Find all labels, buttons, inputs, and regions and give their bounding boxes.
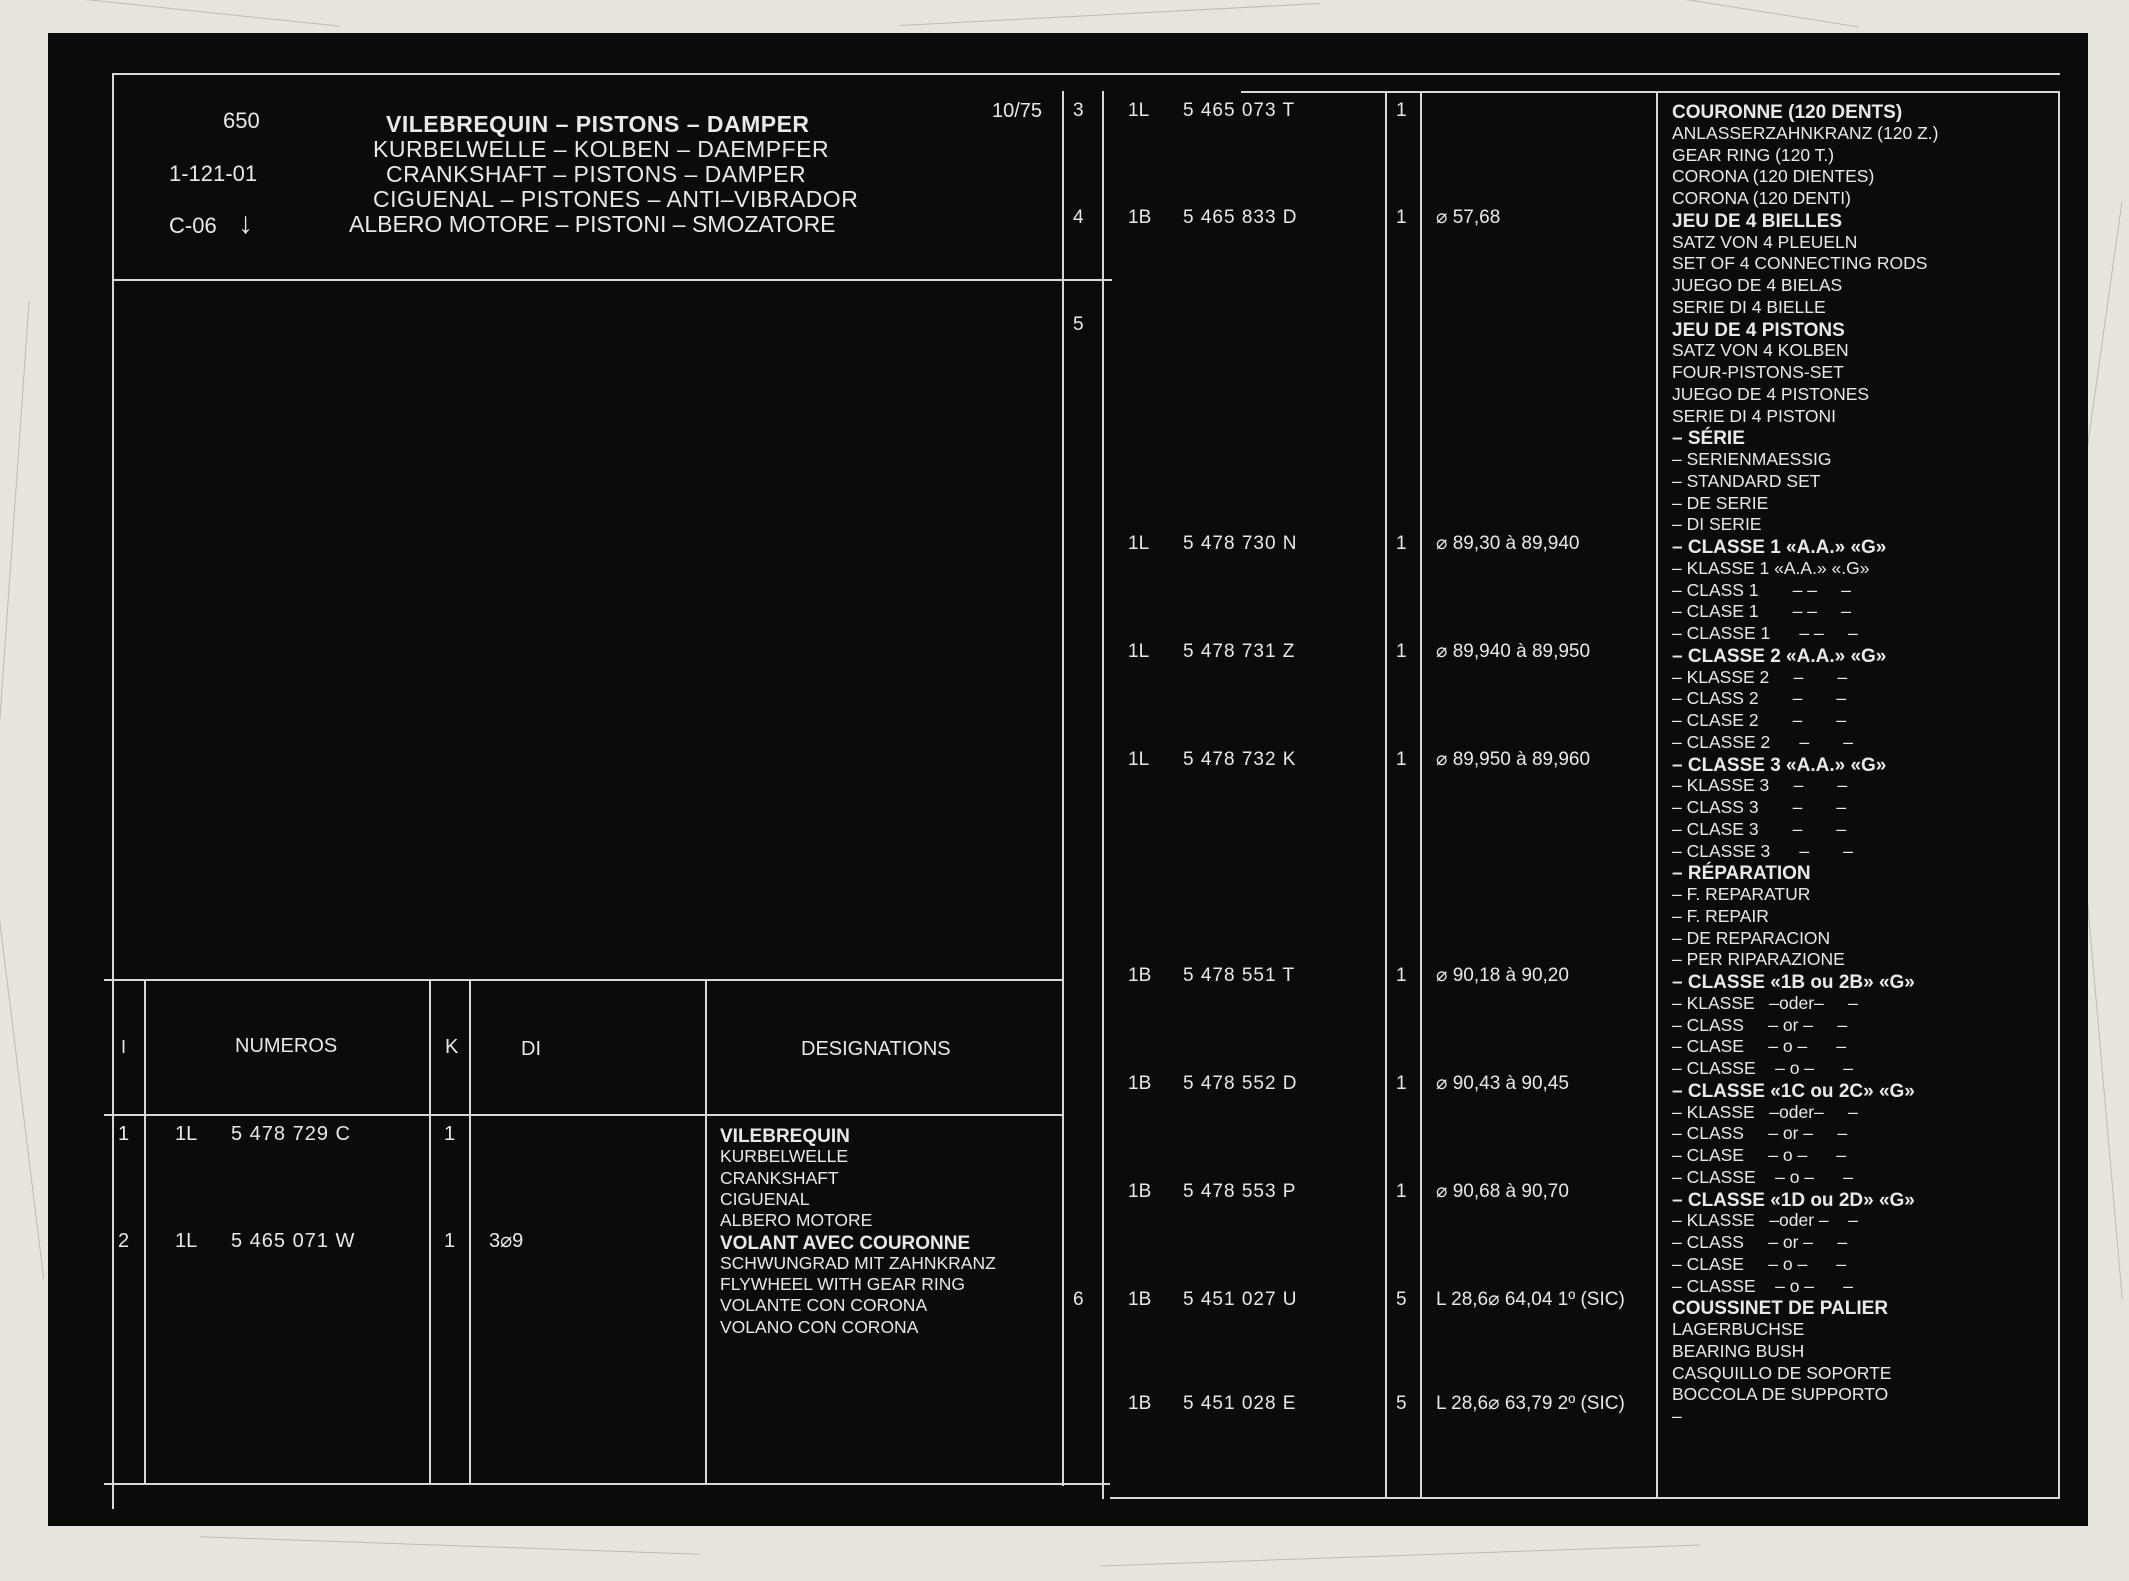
- designation-line: SATZ VON 4 KOLBEN: [1672, 340, 1849, 361]
- row-part-number: 5 478 553 P: [1183, 1181, 1297, 1202]
- row-part-number: 5 478 729 C: [231, 1123, 351, 1145]
- row-index: 2: [118, 1230, 130, 1252]
- designation-line: – CLASE – o – –: [1672, 1145, 1847, 1165]
- designation-line: – F. REPAIR: [1672, 905, 1769, 926]
- row-prefix: 1L: [1128, 533, 1150, 554]
- designation-line: SATZ VON 4 PLEUELN: [1672, 231, 1858, 252]
- row-part-number: 5 465 073 T: [1183, 100, 1296, 121]
- designation-line: – KLASSE –oder – –: [1672, 1210, 1858, 1231]
- designation-line: VOLANTE CON CORONA: [720, 1295, 928, 1316]
- center-divider-2: [1102, 91, 1104, 1499]
- row-prefix: 1B: [1128, 1181, 1152, 1202]
- designation-line: – CLASS – or – –: [1672, 1014, 1848, 1035]
- designation-line: – CLASS 1 – – –: [1672, 579, 1851, 600]
- designation-line: JUEGO DE 4 BIELAS: [1672, 275, 1843, 295]
- designation-line: – STANDARD SET: [1672, 470, 1821, 491]
- frame-right: [2058, 91, 2060, 1499]
- designation-line: – CLASSE «1C ou 2C» «G»: [1672, 1080, 1915, 1102]
- col-header-k: K: [445, 1036, 459, 1058]
- designation-line: – KLASSE 1 «A.A.» «.G»: [1672, 557, 1870, 578]
- row-prefix: 1B: [1128, 1073, 1152, 1094]
- frame-left: [112, 73, 114, 1509]
- col-header-index: I: [121, 1037, 127, 1057]
- designation-line: – DI SERIE: [1672, 514, 1762, 535]
- designation-line: BOCCOLA DE SUPPORTO: [1672, 1384, 1889, 1405]
- header-sheet: C-06: [169, 213, 217, 238]
- designation-line: ALBERO MOTORE: [720, 1210, 873, 1231]
- designation-line: – CLASE 2 – –: [1672, 710, 1847, 730]
- designation-line: JEU DE 4 PISTONS: [1672, 319, 1845, 341]
- row-part-number: 5 451 028 E: [1183, 1393, 1297, 1414]
- row-index: 5: [1073, 314, 1084, 335]
- row-prefix: 1B: [1128, 965, 1152, 986]
- down-arrow-icon: ↓: [238, 207, 253, 240]
- designation-line: – KLASSE –oder– –: [1672, 1101, 1858, 1122]
- row-prefix: 1B: [1128, 1393, 1152, 1414]
- designation-line: – PER RIPARAZIONE: [1672, 949, 1845, 970]
- title-es: CIGUENAL – PISTONES – ANTI–VIBRADOR: [373, 186, 859, 212]
- row-part-number: 5 465 071 W: [231, 1230, 356, 1252]
- row-di: ⌀ 89,30 à 89,940: [1436, 533, 1580, 554]
- right-col-k-right: [1420, 91, 1422, 1499]
- left-col-k-right: [469, 979, 471, 1485]
- row-part-number: 5 465 833 D: [1183, 207, 1298, 228]
- designation-line: – CLASE 3 – –: [1672, 818, 1847, 839]
- row-k: 5: [1396, 1393, 1407, 1414]
- designation-line: COURONNE (120 DENTS): [1672, 102, 1903, 123]
- designation-line: – CLASS 3 – –: [1672, 797, 1847, 817]
- designation-line: CRANKSHAFT: [720, 1167, 839, 1188]
- row-part-number: 5 478 552 D: [1183, 1073, 1298, 1094]
- row-prefix: 1L: [175, 1230, 198, 1252]
- designation-line: – KLASSE 2 – –: [1672, 666, 1848, 687]
- row-prefix: 1B: [1128, 1289, 1152, 1310]
- designation-line: CIGUENAL: [720, 1188, 810, 1209]
- designation-line: JEU DE 4 BIELLES: [1672, 210, 1842, 232]
- col-header-di: DI: [521, 1038, 541, 1060]
- row-k: 1: [444, 1123, 456, 1145]
- designation-line: VILEBREQUIN: [720, 1126, 850, 1147]
- table-header-top: [104, 979, 1064, 981]
- designation-line: SET OF 4 CONNECTING RODS: [1672, 253, 1928, 274]
- designation-line: – CLASSE 2 «A.A.» «G»: [1672, 645, 1887, 667]
- designation-line: – DE REPARACION: [1672, 927, 1831, 948]
- row-k: 1: [1396, 641, 1407, 662]
- row-di: 3⌀9: [489, 1230, 524, 1252]
- row-k: 1: [1396, 533, 1407, 554]
- designation-line: SERIE DI 4 PISTONI: [1672, 405, 1837, 426]
- designation-line: FOUR-PISTONS-SET: [1672, 362, 1844, 382]
- designation-line: LAGERBUCHSE: [1672, 1319, 1805, 1339]
- row-k: 1: [1396, 1073, 1407, 1094]
- row-prefix: 1L: [1128, 749, 1150, 770]
- right-col-k-left: [1385, 91, 1387, 1499]
- designation-line: – CLASSE «1B ou 2B» «G»: [1672, 972, 1915, 993]
- frame-bottom-right: [1110, 1497, 2060, 1499]
- designation-line: – CLASSE 3 «A.A.» «G»: [1672, 754, 1887, 776]
- designation-line: CORONA (120 DENTI): [1672, 188, 1851, 208]
- frame-top-right: [1241, 91, 2060, 93]
- row-di: ⌀ 57,68: [1436, 207, 1501, 228]
- title-fr: VILEBREQUIN – PISTONS – DAMPER: [386, 111, 810, 137]
- table-header-bottom: [104, 1114, 1064, 1116]
- designation-line: CORONA (120 DIENTES): [1672, 166, 1875, 187]
- designation-line: KURBELWELLE: [720, 1146, 849, 1167]
- frame-bottom-left: [104, 1483, 1110, 1485]
- header-code: 650: [223, 108, 260, 133]
- row-di: L 28,6⌀ 63,79 2º (SIC): [1436, 1393, 1625, 1414]
- row-part-number: 5 478 551 T: [1183, 965, 1296, 986]
- designation-line: – SÉRIE: [1672, 428, 1745, 450]
- left-col-i: [144, 979, 146, 1485]
- designation-line: – CLASS – or – –: [1672, 1232, 1848, 1252]
- designation-line: VOLANT AVEC COURONNE: [720, 1232, 971, 1254]
- header-ref: 1-121-01: [169, 161, 258, 186]
- designation-line: ANLASSERZAHNKRANZ (120 Z.): [1672, 122, 1939, 143]
- row-k: 1: [1396, 207, 1407, 228]
- designation-line: – CLASS – or – –: [1672, 1123, 1848, 1144]
- left-col-k-left: [429, 979, 431, 1485]
- designation-line: – RÉPARATION: [1672, 863, 1811, 885]
- row-k: 1: [1396, 749, 1407, 770]
- row-prefix: 1B: [1128, 207, 1152, 228]
- designation-line: COUSSINET DE PALIER: [1672, 1298, 1889, 1320]
- row-prefix: 1L: [175, 1123, 198, 1145]
- parts-catalog-plate: [48, 33, 2088, 1526]
- designation-line: FLYWHEEL WITH GEAR RING: [720, 1274, 966, 1295]
- designation-line: – SERIENMAESSIG: [1672, 449, 1832, 469]
- designation-line: – CLASSE 2 – –: [1672, 731, 1853, 752]
- designation-line: SCHWUNGRAD MIT ZAHNKRANZ: [720, 1252, 996, 1273]
- designation-line: – CLASSE – o – –: [1672, 1166, 1853, 1187]
- row-index: 1: [118, 1123, 130, 1145]
- row-di: L 28,6⌀ 64,04 1º (SIC): [1436, 1289, 1625, 1310]
- row-k: 1: [1396, 1181, 1407, 1202]
- row-di: ⌀ 90,68 à 90,70: [1436, 1181, 1569, 1202]
- row-k: 1: [444, 1230, 456, 1252]
- header-divider: [112, 279, 1112, 281]
- designation-line: VOLANO CON CORONA: [720, 1316, 919, 1337]
- designation-line: JUEGO DE 4 PISTONES: [1672, 383, 1870, 404]
- row-k: 5: [1396, 1289, 1407, 1310]
- designation-line: – CLASSE 1 «A.A.» «G»: [1672, 537, 1887, 558]
- row-di: ⌀ 89,940 à 89,950: [1436, 641, 1591, 662]
- row-prefix: 1L: [1128, 641, 1150, 662]
- left-col-desig: [705, 979, 707, 1485]
- designation-line: – CLASSE 3 – –: [1672, 840, 1853, 861]
- row-di: ⌀ 90,18 à 90,20: [1436, 965, 1569, 986]
- designation-line: – CLASE – o – –: [1672, 1253, 1847, 1274]
- row-part-number: 5 478 730 N: [1183, 533, 1298, 554]
- designation-line: –: [1672, 1406, 1682, 1426]
- designation-line: – CLASS 2 – –: [1672, 688, 1847, 709]
- designation-line: GEAR RING (120 T.): [1672, 144, 1835, 165]
- col-header-designations: DESIGNATIONS: [801, 1038, 951, 1060]
- row-part-number: 5 451 027 U: [1183, 1289, 1298, 1310]
- designation-line: – DE SERIE: [1672, 492, 1769, 513]
- title-it: ALBERO MOTORE – PISTONI – SMOZATORE: [349, 211, 836, 237]
- row-di: ⌀ 89,950 à 89,960: [1436, 749, 1591, 770]
- center-divider-1: [1062, 91, 1064, 1486]
- row-k: 1: [1396, 965, 1407, 986]
- designation-line: SERIE DI 4 BIELLE: [1672, 296, 1826, 317]
- right-col-desig: [1656, 91, 1658, 1499]
- designation-line: BEARING BUSH: [1672, 1340, 1805, 1361]
- row-prefix: 1L: [1128, 100, 1150, 121]
- designation-line: – CLASSE «1D ou 2D» «G»: [1672, 1189, 1915, 1211]
- header-date: 10/75: [992, 100, 1043, 122]
- designation-line: – F. REPARATUR: [1672, 884, 1811, 904]
- designation-line: – CLASSE 1 – – –: [1672, 623, 1858, 643]
- designation-line: – KLASSE 3 – –: [1672, 775, 1848, 796]
- row-index: 4: [1073, 207, 1084, 228]
- designation-line: – CLASE 1 – – –: [1672, 601, 1851, 622]
- row-part-number: 5 478 732 K: [1183, 749, 1297, 770]
- row-di: ⌀ 90,43 à 90,45: [1436, 1073, 1569, 1094]
- row-index: 3: [1073, 100, 1084, 121]
- designation-line: – CLASSE – o – –: [1672, 1058, 1853, 1078]
- designation-line: CASQUILLO DE SOPORTE: [1672, 1362, 1892, 1383]
- row-part-number: 5 478 731 Z: [1183, 641, 1296, 662]
- frame-top: [112, 73, 2060, 75]
- designation-line: – CLASSE – o – –: [1672, 1275, 1853, 1296]
- title-de: KURBELWELLE – KOLBEN – DAEMPFER: [373, 136, 830, 162]
- row-k: 1: [1396, 100, 1407, 121]
- designation-line: – CLASE – o – –: [1672, 1036, 1847, 1057]
- designation-line: – KLASSE –oder– –: [1672, 992, 1858, 1013]
- col-header-numeros: NUMEROS: [235, 1035, 338, 1057]
- row-index: 6: [1073, 1289, 1084, 1310]
- title-en: CRANKSHAFT – PISTONS – DAMPER: [386, 161, 807, 187]
